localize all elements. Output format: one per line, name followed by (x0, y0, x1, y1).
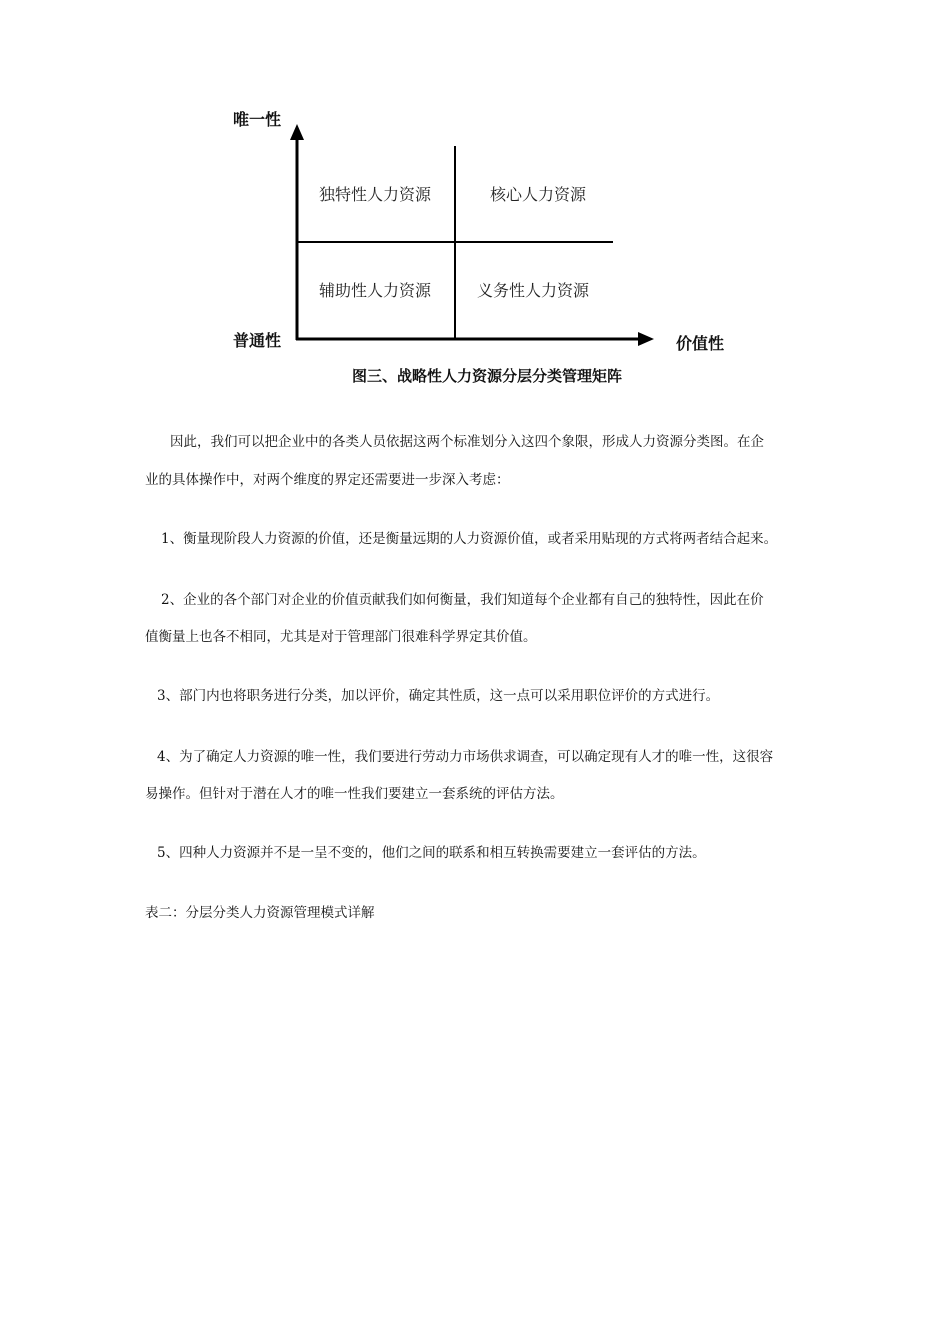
x-axis-label: 价值性 (676, 334, 725, 353)
quadrant-top-right: 核心人力资源 (490, 185, 587, 204)
x-axis-arrow (638, 332, 654, 346)
intro-line-2: 业的具体操作中，对两个维度的界定还需要进一步深入考虑： (145, 472, 510, 488)
quadrant-bottom-left: 辅助性人力资源 (319, 281, 432, 300)
matrix-diagram (0, 0, 950, 400)
quadrant-top-left: 独特性人力资源 (319, 185, 432, 204)
matrix-figure (0, 0, 950, 400)
intro-line-1: 因此，我们可以把企业中的各类人员依据这两个标准划分入这四个象限，形成人力资源分类图。在企 (170, 434, 764, 450)
item-2-line-1: 2、企业的各个部门对企业的价值贡献我们如何衡量，我们知道每个企业都有自己的独特性，因此在价 (161, 592, 764, 608)
y-axis-arrow (290, 124, 304, 140)
item-3: 3、部门内也将职务进行分类，加以评价，确定其性质，这一点可以采用职位评价的方式进行。 (157, 688, 720, 704)
table-title: 表二：分层分类人力资源管理模式详解 (145, 905, 375, 921)
item-4-line-1: 4、为了确定人力资源的唯一性，我们要进行劳动力市场供求调查，可以确定现有人才的唯一性，这很容 (157, 749, 774, 765)
quadrant-bottom-right: 义务性人力资源 (477, 281, 590, 300)
item-5: 5、四种人力资源并不是一呈不变的，他们之间的联系和相互转换需要建立一套评估的方法。 (157, 845, 706, 861)
y-axis-label: 唯一性 (233, 110, 282, 129)
figure-caption: 图三、战略性人力资源分层分类管理矩阵 (352, 367, 623, 385)
item-2-line-2: 值衡量上也各不相同，尤其是对于管理部门很难科学界定其价值。 (145, 629, 537, 645)
item-4-line-2: 易操作。但针对于潜在人才的唯一性我们要建立一套系统的评估方法。 (145, 786, 564, 802)
item-1: 1、衡量现阶段人力资源的价值，还是衡量远期的人力资源价值，或者采用贴现的方式将两者结合起来。 (161, 531, 778, 547)
origin-label: 普通性 (233, 331, 282, 350)
